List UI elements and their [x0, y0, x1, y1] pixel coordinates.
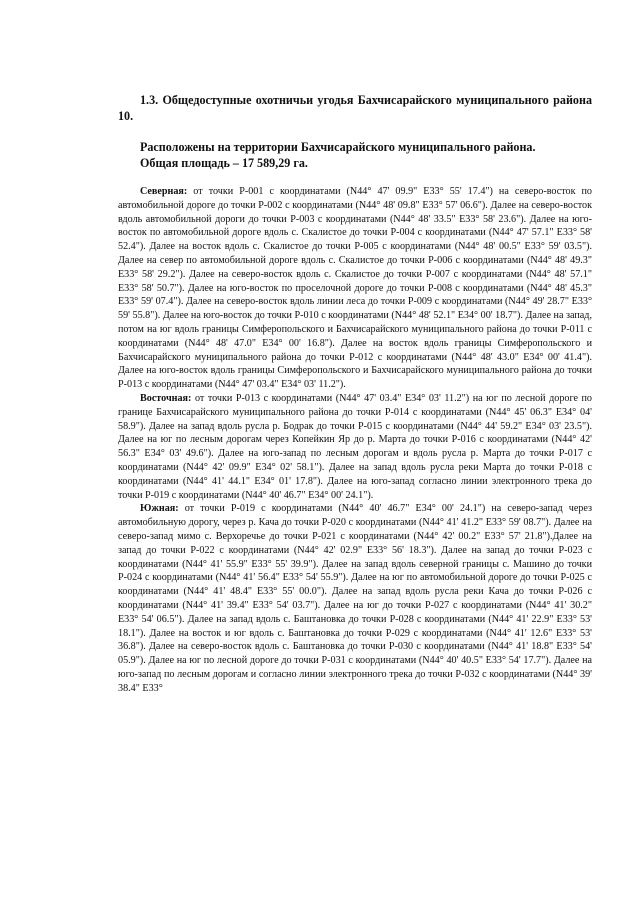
north-boundary-paragraph [118, 185, 592, 392]
east-boundary-text: от точки Р-013 с координатами (N44° 47' 03.4" E34° 03' 11.2") на юг по лесной дороге по границе Бахчисарайского муниципального района до точки Р-014 с координатами (N44° 45' 06.3" E34° 04' 58.9"). Далее на запад вдоль русла р. Бодрак до точки Р-015 с координатами (N44° 44' 59.2" E34° 03' 23.5"). Далее на юг по лесным дорогам через Копейкин Яр до р. Марта до точки Р-016 с координатами (N44° 42' 56.3" E34° 03' 49.6"). Далее на юго-запад по лесным дорогам и вдоль русла р. Марта до точки Р-017 с координатами (N44° 42' 09.9" E34° 02' 58.1"). Далее на запад вдоль русла реки Марта до точки Р-018 с координатами (N44° 41' 44.1" E34° 01' 17.8"). Далее на юго-запад согласно линии электронного трека до точки Р-019 с координатами (N44° 40' 46.7" E34° 00' 24.1"). [118, 392, 592, 501]
section-heading: 1.3. Общедоступные охотничьи угодья Бахчисарайского муниципального района 10. [118, 93, 592, 123]
south-boundary-label: Южная: [140, 503, 179, 515]
north-boundary-label: Северная: [140, 186, 188, 197]
north-boundary-text: от точки Р-001 с координатами (N44° 47' 09.9" E33° 55' 17.4") на северо-восток по автомобильной дороге до точки Р-002 с координатами (N44° 48' 09.8" E33° 57' 06.6"). Далее на северо-восток вдоль автомобильной дороги до точки Р-003 с координатами (N44° 48' 33.5" E33° 58' 23.6"). Далее на юго-восток по автомобильной дороге вдоль с. Скалистое до точки Р-004 с координатами (N44° 47' 57.1" E33° 58' 52.4"). Далее на восток вдоль с. Скалистое до точки Р-005 с координатами (N44° 48' 00.5" E33° 59' 03.5"). Далее на север по автомобильной дороге вдоль с. Скалистое до точки Р-006 с координатами (N44° 48' 49.3" E33° 58' 29.2"). Далее на северо-восток вдоль с. Скалистое до точки Р-007 с координатами (N44° 48' 57.1" E33° 58' 50.7"). Далее на юго-восток по проселочной дороге до точки Р-008 с координатами (N44° 48' 45.3" E33° 59' 07.4"). Далее на северо-восток вдоль линии леса до точки Р-009 с координатами (N44° 49' 28.7" E33° 59' 55.8"). Далее на юго-восток до точки Р-010 с координатами (N44° 48' 52.1" E34° 00' 18.7"). Далее на запад, потом на юг вдоль границы Симферопольского и Бахчисарайского муниципального района до точки Р-011 с координатами (N44° 48' 47.0" E34° 00' 16.8"). Далее на восток вдоль границы Симферопольского и Бахчисарайского муниципального района до точки Р-012 с координатами (N44° 48' 43.0" E34° 00' 41.4"). Далее на юго-восток вдоль границы Симферопольского и Бахчисарайского муниципального района до точки Р-013 с координатами (N44° 47' 03.4" E34° 03' 11.2"). [118, 186, 592, 391]
location-block [118, 140, 592, 171]
south-boundary-text: от точки Р-019 с координатами (N44° 40' 46.7" E34° 00' 24.1") на северо-запад через автомобильную дорогу, через р. Кача до точки Р-020 с координатами (N44° 41' 41.2" E33° 59' 08.7"). Далее на северо-запад мимо с. Верхоречье до точки Р-021 с координатами (N44° 42' 00.2" E33° 57' 21.8").Далее на запад до точки Р-022 с координатами (N44° 42' 02.9" E33° 56' 18.3"). Далее на запад до точки Р-023 с координатами (N44° 41' 55.9" E33° 55' 39.9"). Далее на запад вдоль северной границы с. Машино до точки Р-024 с координатами (N44° 41' 56.4" E33° 54' 55.9"). Далее на юг по автомобильной дороге до точки Р-025 с координатами (N44° 41' 48.4" E33° 55' 00.0"). Далее на запад вдоль русла реки Кача до точки Р-026 с координатами (N44° 41' 39.4" E33° 54' 03.7"). Далее на юг до точки Р-027 с координатами (N44° 41' 30.2" E33° 54' 06.5"). Далее на запад вдоль с. Баштановка до точки Р-028 с координатами (N44° 41' 22.9" E33° 53' 18.1"). Далее на восток и юг вдоль с. Баштановка до точки Р-029 с координатами (N44° 41' 12.6" E33° 53' 36.8"). Далее на северо-восток вдоль с. Баштановка до точки Р-030 с координатами (N44° 41' 18.8" E33° 54' 05.9"). Далее на юг по лесной дороге до точки Р-031 с координатами (N44° 40' 40.5" E33° 54' 17.7"). Далее на юго-запад по лесным дорогам и согласно линии электронного трека до точки Р-032 с координатами (N44° 39' 38.4" E33° [118, 503, 592, 694]
south-boundary-paragraph [118, 502, 592, 695]
east-boundary-paragraph [118, 392, 592, 502]
total-area-line: Общая площадь – 17 589,29 га. [140, 155, 308, 170]
document-body [118, 93, 592, 695]
east-boundary-label: Восточная: [140, 392, 192, 404]
location-line: Расположены на территории Бахчисарайского муниципального района. [140, 140, 536, 154]
